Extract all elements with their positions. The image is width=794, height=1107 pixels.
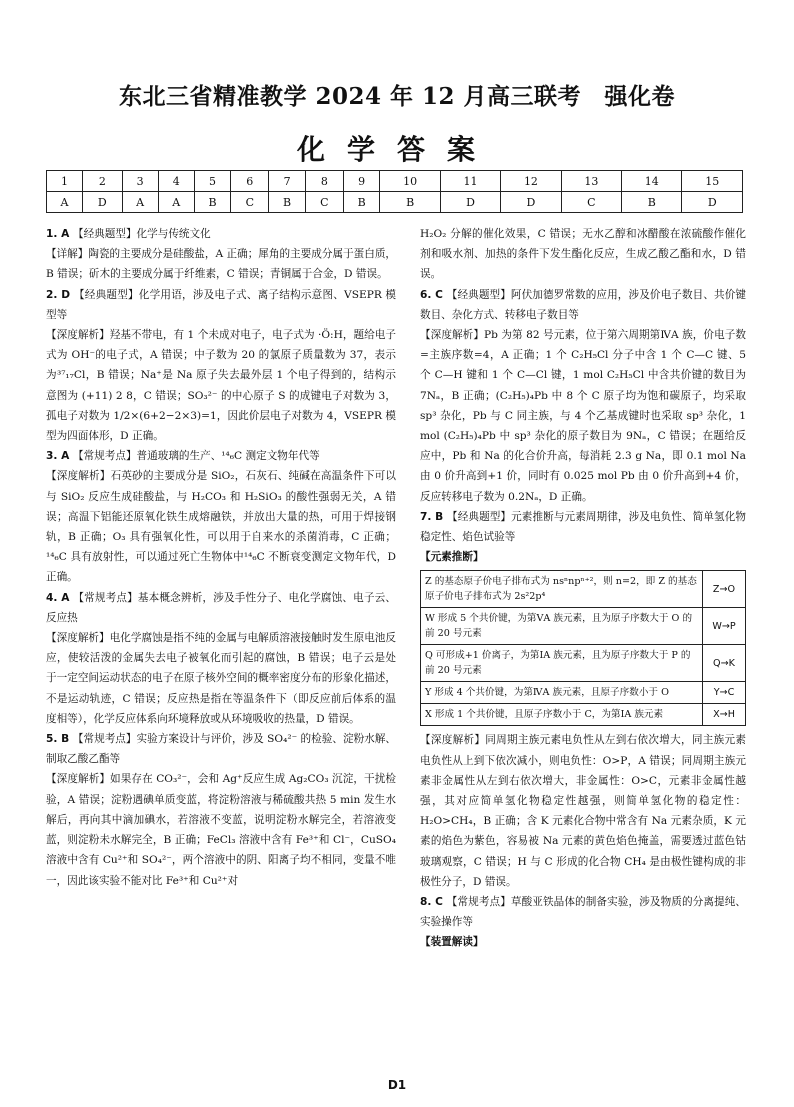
table-row: [421, 645, 746, 682]
page-title: 东北三省精准教学 2024 年 12 月高三联考 强化卷: [118, 83, 676, 110]
answer-number-cell: 2: [83, 171, 123, 192]
answer-number-cell: 13: [561, 171, 621, 192]
question-answer-head: 8. C: [420, 896, 447, 909]
section-label: 【装置解读】: [420, 936, 484, 949]
answer-number-cell: 6: [231, 171, 269, 192]
answer-letter-cell: C: [561, 192, 621, 213]
answer-letter-cell: A: [122, 192, 158, 213]
answer-paragraph: [46, 325, 396, 446]
answer-number-cell: 10: [380, 171, 440, 192]
answer-number-cell: 4: [158, 171, 194, 192]
answer-number-cell: 5: [194, 171, 231, 192]
answer-paragraph: [46, 285, 396, 325]
answer-paragraph: [46, 244, 396, 284]
answer-paragraph: [46, 628, 396, 729]
answer-number-cell: 3: [122, 171, 158, 192]
answer-letter-cell: B: [622, 192, 682, 213]
inference-description: X 形成 1 个共价键，且原子序数小于 C，为第ⅠA 族元素: [421, 704, 703, 726]
answer-paragraph: [420, 224, 746, 285]
answer-letter-cell: B: [269, 192, 306, 213]
answer-letter-cell: B: [194, 192, 231, 213]
answer-letter-cell: A: [158, 192, 194, 213]
answer-number-cell: 11: [440, 171, 500, 192]
paragraph-text: 【深度解析】如果存在 CO₃²⁻，会和 Ag⁺反应生成 Ag₂CO₃ 沉淀，干扰检验，A 错误；淀粉遇碘单质变蓝，将淀粉溶液与稀硫酸共热 5 min 发生水解后，再向其中滴加碘水，若溶液不变蓝，说明淀粉水解完全，若溶液变蓝，则淀粉未水解完全，B 正确；FeCl₃ 溶液中含有 Fe³⁺和 Cl⁻，CuSO₄ 溶液中含有 Cu²⁺和 SO₄²⁻，两个溶液中的阴、阳离子均不相同，变量不唯一，因此该实验不能对比 Fe³⁺和 Cu²⁺对: [46, 773, 396, 887]
inference-description: Y 形成 4 个共价键，为第ⅣA 族元素，且原子序数小于 O: [421, 682, 703, 704]
question-answer-head: 3. A: [46, 450, 73, 463]
answer-paragraph: [46, 769, 396, 890]
answer-paragraph: [420, 507, 746, 547]
table-row: [421, 571, 746, 608]
paragraph-text: 【常规考点】草酸亚铁晶体的制备实验，涉及物质的分离提纯、实验操作等: [420, 896, 747, 929]
inference-result: W→P: [703, 608, 746, 645]
paragraph-text: 【深度解析】Pb 为第 82 号元素，位于第六周期第ⅣA 族，价电子数=主族序数=4，A 正确；1 个 C₂H₅Cl 分子中含 1 个 C—C 键、5 个 C—H 键和 1 个 C—Cl 键，1 mol C₂H₅Cl 中含共价键的数目为 7Nₐ，B 正确；(C₂H₅)₄Pb 中 8 个 C 原子均为饱和碳原子，均采取 sp³ 杂化，Pb 与 C 同主族，与 4 个乙基成键时也采取 sp³ 杂化，1 mol (C₂H₅)₄Pb 中 sp³ 杂化的原子数目为 9Nₐ，C 错误；在题给反应中，Pb 和 Na 的化合价升高，每消耗 2.3 g Na，即 0.1 mol Na 由 0 价升高到+1 价，同时有 0.025 mol Pb 由 0 价升高到+4 价，反应转移电子数为 0.2Nₐ，D 正确。: [420, 329, 746, 503]
answer-number-cell: 7: [269, 171, 306, 192]
answer-paragraph: [420, 325, 746, 507]
inference-result: Y→C: [703, 682, 746, 704]
paragraph-text: 【经典题型】化学用语，涉及电子式、离子结构示意图、VSEPR 模型等: [46, 288, 396, 321]
answer-paragraph: [46, 729, 396, 769]
inference-result: Z→O: [703, 571, 746, 608]
paragraph-text: 【详解】陶瓷的主要成分是硅酸盐，A 正确；犀角的主要成分属于蛋白质，B 错误；斫木的主要成分属于纤维素，C 错误；青铜属于合金，D 错误。: [46, 248, 397, 281]
answer-paragraph: [46, 588, 396, 628]
answer-number-cell: 14: [622, 171, 682, 192]
paragraph-text: 【深度解析】石英砂的主要成分是 SiO₂，石灰石、纯碱在高温条件下可以与 SiO₂ 反应生成硅酸盐，与 H₂CO₃ 和 H₂SiO₃ 的酸性强弱无关，A 错误；高温下铝能还原氧化铁生成熔融铁，并放出大量的热，可用于焊接钢轨，B 正确；O₃ 具有强氧化性，可以用于自来水的杀菌消毒，C 正确；¹⁴₆C 具有放射性，可以通过死亡生物体中¹⁴₆C 不断衰变测定文物年代，D 正确。: [46, 470, 396, 584]
answer-letter-cell: D: [682, 192, 743, 213]
question-answer-head: 6. C: [420, 288, 447, 301]
paragraph-text: 【常规考点】基本概念辨析，涉及手性分子、电化学腐蚀、电子云、反应热: [46, 591, 396, 624]
right-column: [420, 224, 746, 953]
inference-description: Z 的基态原子价电子排布式为 nsⁿnpⁿ⁺²，则 n=2，即 Z 的基态原子价电子排布式为 2s²2p⁴: [421, 571, 703, 608]
paragraph-text: 【深度解析】羟基不带电，有 1 个未成对电子，电子式为 ·Ö:H，题给电子式为 OH⁻的电子式，A 错误；中子数为 20 的氯原子质量数为 37，表示为³⁷₁₇Cl，B 错误；Na⁺是 Na 原子失去最外层 1 个电子得到的，结构示意图为 (+11) 2 8，C 错误；SO₃²⁻ 的中心原子 S 的成键电子对数为 3，孤电子对数为 1/2×(6+2−2×3)=1，因此价层电子对数为 4，VSEPR 模型为四面体形，D 正确。: [46, 329, 396, 443]
paragraph-text: 【经典题型】元素推断与元素周期律，涉及电负性、简单氢化物稳定性、焰色试验等: [420, 510, 746, 544]
paragraph-text: 【常规考点】实验方案设计与评价，涉及 SO₄²⁻ 的检验、淀粉水解、制取乙酸乙酯等: [46, 733, 396, 766]
question-answer-head: 7. B: [420, 510, 448, 523]
answer-number-cell: 8: [305, 171, 343, 192]
answer-paragraph: [420, 285, 746, 325]
answer-letter-cell: D: [501, 192, 561, 213]
page-subtitle: 化学答案: [296, 133, 497, 166]
answer-letter-cell: B: [343, 192, 380, 213]
inference-result: X→H: [703, 704, 746, 726]
question-answer-head: 2. D: [46, 288, 74, 301]
answer-number-row: [47, 171, 743, 192]
paragraph-text: 【经典题型】化学与传统文化: [72, 228, 211, 240]
answer-number-cell: 15: [682, 171, 743, 192]
element-inference-table: [420, 570, 746, 726]
answer-letter-row: [47, 192, 743, 213]
paragraph-text: 【深度解析】同周期主族元素电负性从左到右依次增大，同主族元素电负性从上到下依次减小，则电负性：O>P，A 错误；同周期主族元素非金属性从左到右依次增大，非金属性：O>C，元素非金属性越强，其对应简单氢化物稳定性越强，则简单氢化物的稳定性：H₂O>CH₄，B 正确；含 K 元素化合物中常含有 Na 元素杂质，K 元素的焰色为紫色，容易被 Na 元素的黄色焰色掩盖，需要透过蓝色钴玻璃观察，C 错误；H 与 C 形成的化合物 CH₄ 是由极性键构成的非极性分子，D 错误。: [420, 734, 746, 888]
answer-table: [46, 170, 743, 213]
answer-paragraph: [420, 892, 746, 932]
answer-paragraph: [46, 224, 396, 244]
answer-letter-cell: C: [231, 192, 269, 213]
answer-letter-cell: C: [305, 192, 343, 213]
answer-paragraph: [46, 446, 396, 466]
answer-number-cell: 12: [501, 171, 561, 192]
table-row: [421, 608, 746, 645]
inference-description: W 形成 5 个共价键，为第ⅤA 族元素，且为原子序数大于 O 的前 20 号元素: [421, 608, 703, 645]
answer-letter-cell: D: [440, 192, 500, 213]
answer-number-cell: 9: [343, 171, 380, 192]
answer-number-cell: 1: [47, 171, 83, 192]
table-row: [421, 682, 746, 704]
paragraph-text: 【深度解析】电化学腐蚀是指不纯的金属与电解质溶液接触时发生原电池反应，使较活泼的金属失去电子被氧化而引起的腐蚀，B 错误；电子云是处于一定空间运动状态的电子在原子核外空间的概率密度分布的形象化描述，不是运动轨迹，C 错误；反应热是指在等温条件下（即反应前后体系的温度相等），化学反应体系向环境释放或从环境吸收的热量，D 错误。: [46, 632, 396, 725]
inference-description: Q 可形成+1 价离子，为第ⅠA 族元素，且为原子序数大于 P 的前 20 号元素: [421, 645, 703, 682]
answer-paragraph: [420, 730, 746, 892]
section-label: 【元素推断】: [420, 551, 484, 564]
answer-paragraph: [46, 466, 396, 587]
paragraph-text: 【经典题型】阿伏加德罗常数的应用，涉及价电子数目、共价键数目、杂化方式、转移电子数目等: [420, 288, 747, 321]
table-row: [421, 704, 746, 726]
question-answer-head: 5. B: [46, 733, 73, 746]
page-number: D1: [387, 1078, 407, 1092]
paragraph-text: 【常规考点】普通玻璃的生产、¹⁴₆C 测定文物年代等: [72, 450, 320, 463]
left-column: [46, 224, 396, 891]
answer-letter-cell: A: [47, 192, 83, 213]
answer-letter-cell: D: [83, 192, 123, 213]
paragraph-text: H₂O₂ 分解的催化效果，C 错误；无水乙醇和冰醋酸在浓硫酸作催化剂和吸水剂、加热的条件下发生酯化反应，生成乙酸乙酯和水，D 错误。: [420, 228, 746, 281]
inference-result: Q→K: [703, 645, 746, 682]
answer-letter-cell: B: [380, 192, 440, 213]
question-answer-head: 4. A: [46, 591, 74, 604]
question-answer-head: 1. A: [46, 228, 73, 240]
